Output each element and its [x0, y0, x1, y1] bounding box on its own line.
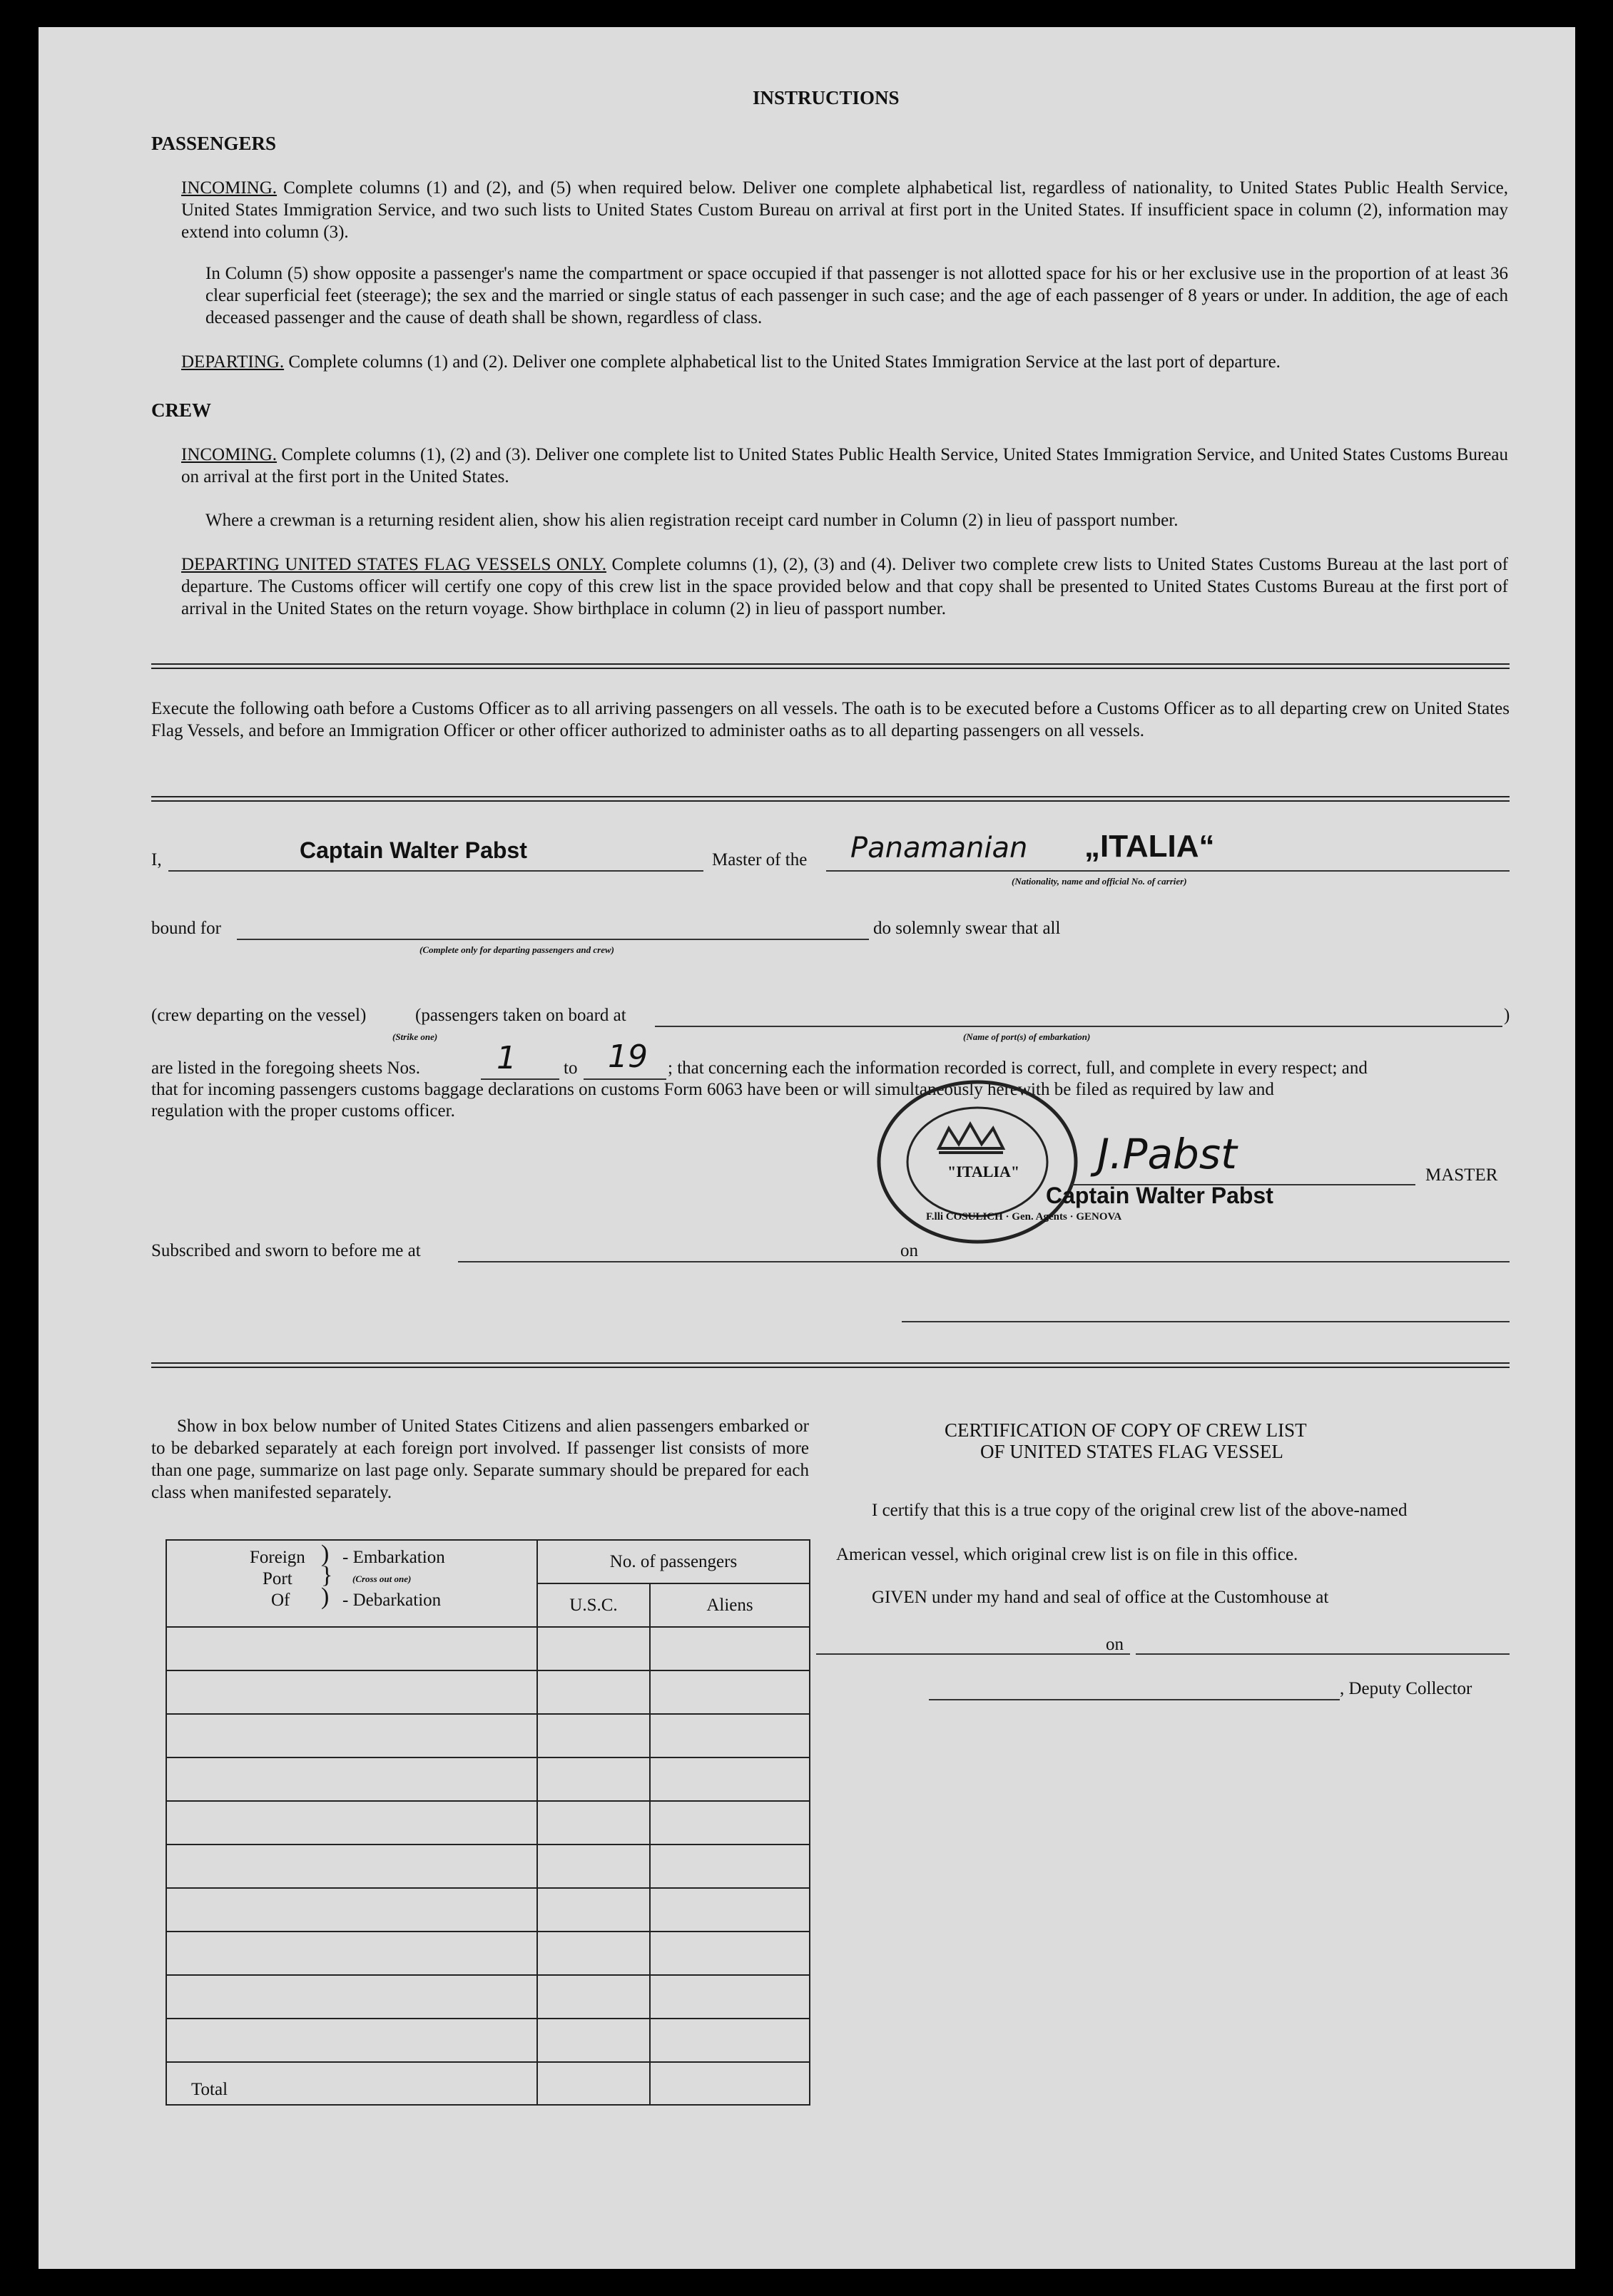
carrier-line [826, 870, 1510, 872]
port-cell[interactable] [166, 1757, 537, 1801]
brace-glyph: } [321, 1562, 333, 1588]
passengers-incoming-label: INCOMING. [181, 178, 278, 198]
embarkation-label: - Embarkation [342, 1548, 445, 1567]
aliens-cell[interactable] [650, 1757, 810, 1801]
table-row [166, 1845, 810, 1888]
officer-signature-line [902, 1321, 1510, 1322]
col-port: Port [263, 1569, 292, 1588]
usc-cell[interactable] [537, 1845, 650, 1888]
aliens-cell[interactable] [650, 1670, 810, 1714]
total-row [166, 2062, 810, 2105]
brace-glyph: ) [321, 1541, 330, 1567]
port-cell[interactable] [166, 1670, 537, 1714]
master-label: MASTER [1425, 1165, 1498, 1185]
to-label: to [564, 1058, 578, 1078]
aliens-cell[interactable] [650, 1845, 810, 1888]
document-page [39, 27, 1575, 2269]
port-cell[interactable] [166, 1975, 537, 2019]
crew-heading: CREW [151, 399, 212, 421]
table-row [166, 2019, 810, 2062]
port-cell[interactable] [166, 1932, 537, 1975]
ports-line [655, 1026, 1502, 1027]
section-divider [151, 796, 1510, 802]
certification-title-2: OF UNITED STATES FLAG VESSEL [980, 1441, 1283, 1462]
passengers-heading: PASSENGERS [151, 133, 277, 154]
aliens-cell[interactable] [650, 1627, 810, 1670]
table-row [166, 1627, 810, 1670]
no-passengers-header: No. of passengers [537, 1540, 810, 1583]
usc-cell[interactable] [537, 1888, 650, 1932]
column5-paragraph: In Column (5) show opposite a passenger's name the compartment or space occupied if that passenger is not allotted space for his or her exclusive use in the proportion of at least 36 clear superficial feet (steerage); the sex and the married or single status of each passenger in such case; and the age of each passenger of 8 years or under. In addition, the age of each deceased passenger and the cause of death shall be shown, regardless of class. [205, 264, 1508, 327]
debarkation-label: - Debarkation [342, 1591, 442, 1610]
stamp-ship: "ITALIA" [947, 1163, 1020, 1180]
bound-for-label: bound for [151, 919, 221, 938]
total-label: Total [166, 2062, 537, 2105]
nationality-handwritten: Panamanian [850, 832, 1028, 864]
passengers-incoming-paragraph [181, 177, 1508, 243]
deputy-signature-line [929, 1699, 1340, 1700]
section-divider [151, 663, 1510, 669]
bound-caption: (Complete only for departing passengers and crew) [419, 944, 614, 955]
passengers-incoming-text: Complete columns (1) and (2), and (5) when required below. Deliver one complete alphabetical list, regardless of nationality, to United States Public Health Service, United States Immigration Service, and two such lists to United States Custom Bureau on arrival at first port in the United States. If insufficient space in column (2), information may extend into column (3). [181, 178, 1509, 242]
ports-caption: (Name of port(s) of embarkation) [963, 1031, 1091, 1042]
usc-total-cell[interactable] [537, 2062, 650, 2105]
master-name-line [168, 870, 703, 872]
vessel-name: „ITALIA“ [1084, 829, 1215, 864]
subscribed-place-line [458, 1261, 932, 1262]
aliens-cell[interactable] [650, 1932, 810, 1975]
resident-alien-paragraph: Where a crewman is a returning resident alien, show his alien registration receipt card number in Column (2) in lieu of passport number. [205, 511, 1179, 530]
table-row [166, 1932, 810, 1975]
table-row [166, 1714, 810, 1757]
subscribed-label: Subscribed and sworn to before me at [151, 1241, 421, 1260]
crew-incoming-text: Complete columns (1), (2) and (3). Deliver one complete list to United States Public Health Service, United States Immigration Service, and United States Customs Bureau on arrival at the first port in the United States. [181, 445, 1508, 486]
listed-label: are listed in the foregoing sheets Nos. [151, 1058, 420, 1078]
oath-intro-paragraph: Execute the following oath before a Customs Officer as to all arriving passengers on all vessels. The oath is to be executed before a Customs Officer as to all departing crew on United States Flag Vessels, and before an Immigration Officer or other officer authorized to administer oaths as to all departing passengers on all vessels. [151, 699, 1510, 740]
agent-stamp [870, 1073, 1084, 1251]
crown-icon [939, 1124, 1003, 1148]
certification-title-1: CERTIFICATION OF COPY OF CREW LIST [945, 1419, 1307, 1441]
usc-header: U.S.C. [537, 1583, 650, 1627]
brace-glyph: ) [321, 1583, 330, 1610]
usc-cell[interactable] [537, 1670, 650, 1714]
summary-instructions: Show in box below number of United States Citizens and alien passengers embarked or to be debarked separately at each foreign port involved. If passenger list consists of more than one page, summarize on last page only. Separate summary should be prepared for each class when manifested separately. [151, 1417, 809, 1502]
passenger-summary-table [166, 1539, 810, 2106]
port-cell[interactable] [166, 1845, 537, 1888]
table-row [166, 1801, 810, 1845]
section-divider [151, 1362, 1510, 1368]
usc-cell[interactable] [537, 1801, 650, 1845]
certification-on-label: on [1106, 1635, 1124, 1654]
master-signature: J.Pabst [1097, 1130, 1237, 1178]
listed-rest: ; that concerning each the information recorded is correct, full, and complete in every respect; and [668, 1058, 1368, 1078]
usc-cell[interactable] [537, 1714, 650, 1757]
aliens-header: Aliens [650, 1583, 810, 1627]
aliens-cell[interactable] [650, 1801, 810, 1845]
customhouse-line [816, 1653, 1130, 1655]
certification-date-line [1136, 1653, 1510, 1655]
crew-departing-paragraph [181, 553, 1508, 620]
subscribed-date-line [930, 1261, 1510, 1262]
regulation-line: regulation with the proper customs officer. [151, 1101, 455, 1121]
col-of: Of [271, 1591, 290, 1610]
sheet-from: 1 [497, 1040, 517, 1076]
cross-out-caption: (Cross out one) [352, 1573, 412, 1584]
crew-departing-label: DEPARTING UNITED STATES FLAG VESSELS ONLY. [181, 555, 606, 574]
aliens-cell[interactable] [650, 1888, 810, 1932]
passengers-taken-option: (passengers taken on board at [415, 1006, 626, 1025]
swear-text: do solemnly swear that all [873, 919, 1061, 938]
stamp-agent-text: F.lli COSULICH · Gen. Agents · GENOVA [926, 1211, 1122, 1223]
passengers-departing-paragraph [181, 351, 1522, 373]
sheet-to: 19 [608, 1039, 648, 1075]
port-cell[interactable] [166, 1714, 537, 1757]
baggage-line: that for incoming passengers customs baggage declarations on customs Form 6063 have been or will simultaneously herewith be filed as required by law and [151, 1080, 1274, 1099]
strike-caption: (Strike one) [392, 1031, 438, 1042]
passengers-departing-text: Complete columns (1) and (2). Deliver one complete alphabetical list to the United States Immigration Service at the last port of departure. [288, 352, 1281, 372]
carrier-caption: (Nationality, name and official No. of carrier) [1012, 876, 1187, 887]
col-foreign: Foreign [250, 1548, 305, 1567]
given-text: GIVEN under my hand and seal of office at the Customhouse at [872, 1588, 1329, 1607]
aliens-cell[interactable] [650, 1714, 810, 1757]
aliens-cell[interactable] [650, 1975, 810, 2019]
close-paren: ) [1504, 1006, 1510, 1025]
usc-cell[interactable] [537, 1975, 650, 2019]
crew-incoming-paragraph [181, 444, 1508, 488]
aliens-total-cell[interactable] [650, 2062, 810, 2105]
crew-departing-text: Complete columns (1), (2), (3) and (4). Deliver two complete crew lists to United States Customs Bureau at the last port of departure. The Customs officer will certify one copy of this crew list in the space provided below and that copy shall be presented to United States Customs Bureau at the first port of arrival in the United States on the return voyage. Show birthplace in column (2) in lieu of passport number. [181, 555, 1508, 618]
port-header-cell [166, 1540, 537, 1627]
port-cell[interactable] [166, 1888, 537, 1932]
deputy-collector-label: , Deputy Collector [1340, 1679, 1472, 1698]
table-row [166, 1888, 810, 1932]
bound-for-line [237, 939, 869, 940]
page-title: INSTRUCTIONS [753, 87, 900, 108]
master-of-label: Master of the [712, 850, 808, 869]
usc-cell[interactable] [537, 1932, 650, 1975]
subscribed-on-label: on [900, 1241, 918, 1260]
crew-incoming-label: INCOMING. [181, 445, 278, 464]
port-cell[interactable] [166, 2019, 537, 2062]
passengers-departing-label: DEPARTING. [181, 352, 285, 372]
usc-cell[interactable] [537, 2019, 650, 2062]
crew-departing-option: (crew departing on the vessel) [151, 1006, 367, 1025]
port-cell[interactable] [166, 1801, 537, 1845]
signer-typed-name: Captain Walter Pabst [1046, 1183, 1273, 1208]
port-cell[interactable] [166, 1627, 537, 1670]
aliens-cell[interactable] [650, 2019, 810, 2062]
usc-cell[interactable] [537, 1627, 650, 1670]
table-row [166, 1975, 810, 2019]
usc-cell[interactable] [537, 1757, 650, 1801]
certify-text: I certify that this is a true copy of the original crew list of the above-named [872, 1501, 1408, 1520]
i-label: I, [151, 850, 162, 869]
table-row [166, 1670, 810, 1714]
master-name: Captain Walter Pabst [300, 837, 527, 863]
table-row [166, 1757, 810, 1801]
american-vessel-text: American vessel, which original crew list is on file in this office. [836, 1545, 1298, 1564]
